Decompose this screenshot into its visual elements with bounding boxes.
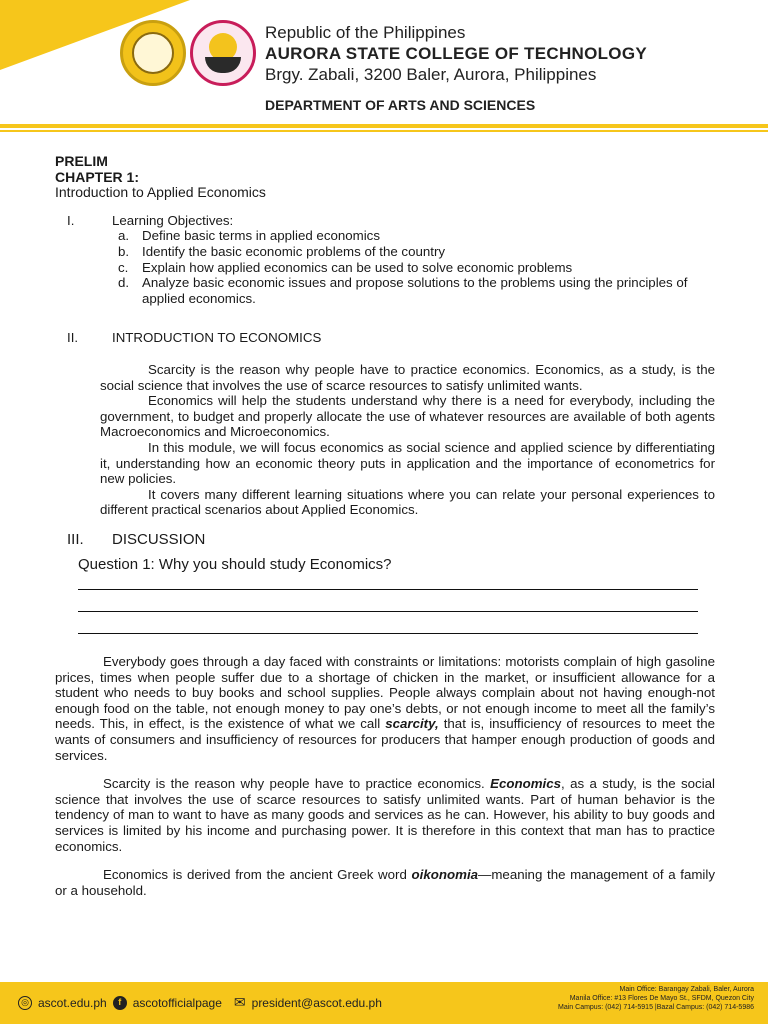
objective-text: Explain how applied economics can be used to solve economic problems	[142, 259, 573, 275]
letterhead	[265, 22, 647, 114]
footer-website[interactable]: ascot.edu.ph	[38, 995, 107, 1010]
body-text: , as a study, is the social science that involves the use of scarce resources to satisfy unlimited wants. Part of human behavior is the tendency of man to want to have as many goods and services as he can. However, his ability to buy goods and services is limited by his income and purchasing power. It is therefore in this context that man has to practice economics.	[55, 776, 716, 854]
objective-letter: b.	[118, 243, 130, 259]
intro-paragraph: In this module, we will focus economics as social science and applied science by differentiating it, understanding how an economic theory puts in application and the importance of econometrics for new policies.	[100, 439, 715, 487]
question-1: Question 1: Why you should study Economics?	[78, 556, 392, 574]
objective-item	[55, 228, 715, 244]
answer-line[interactable]	[78, 589, 698, 590]
objective-text: Identify the basic economic problems of the country	[142, 243, 446, 259]
footer-main-office: Main Office: Barangay Zabali, Baler, Aurora	[619, 986, 754, 993]
section-heading: INTRODUCTION TO ECONOMICS	[112, 330, 322, 346]
objective-item	[55, 275, 715, 306]
body-paragraph-scarcity	[55, 654, 715, 763]
prelim-label: PRELIM	[55, 153, 108, 169]
answer-line[interactable]	[78, 611, 698, 612]
objective-text: Define basic terms in applied economics	[142, 228, 380, 244]
term-economics: Economics	[490, 776, 562, 792]
body-text: —meaning the management of a family or a household.	[55, 867, 715, 898]
objective-item	[55, 244, 715, 260]
section-numeral: I.	[67, 212, 75, 228]
body-text: Everybody goes through a day faced with constraints or limitations: motorists complain of high gasoline prices, times when people suffer due to a shortage of chicken in the market, or insufficient allowance for a student who needs to buy books and school supplies. People always complain about not having enough-not enough food on the table, not enough money to pay one’s debts, or not enough income to meet all the family’s needs. This, in effect, is the existence of what we call	[55, 654, 715, 732]
objective-letter: a.	[118, 228, 130, 244]
footer-contacts	[18, 994, 382, 1011]
college-seal-logo	[120, 20, 186, 86]
department-name: DEPARTMENT OF ARTS AND SCIENCES	[265, 97, 536, 113]
section-numeral: II.	[67, 330, 79, 346]
body-text: Economics is derived from the ancient Greek word	[103, 867, 412, 883]
objective-letter: d.	[118, 275, 130, 291]
objective-letter: c.	[118, 259, 129, 275]
footer-bar	[0, 982, 768, 1024]
footer-facebook[interactable]: ascotofficialpage	[132, 995, 222, 1010]
footer-phones: Main Campus: (042) 714-5915 |Bazal Campus: (042) 714-5986	[558, 1004, 754, 1011]
globe-icon: ◎	[18, 996, 32, 1010]
footer-manila-office: Manila Office: #13 Flores De Mayo St., SFDM, Quezon City	[569, 995, 754, 1002]
body-text: Scarcity is the reason why people have to practice economics.	[103, 776, 491, 792]
section-learning-objectives	[55, 213, 715, 229]
section-numeral: III.	[67, 530, 84, 548]
intro-paragraph: Scarcity is the reason why people have to practice economics. Economics, as a study, is the social science that involves the use of scarce resources to satisfy unlimited wants.	[100, 361, 715, 393]
term-oikonomia: oikonomia	[411, 867, 479, 883]
section-discussion	[55, 532, 715, 548]
chapter-title: Introduction to Applied Economics	[55, 184, 266, 201]
footer-email[interactable]: president@ascot.edu.ph	[251, 995, 382, 1010]
mail-icon: ✉	[233, 994, 246, 1010]
footer-offices	[558, 985, 754, 1012]
college-address: Brgy. Zabali, 3200 Baler, Aurora, Philippines	[265, 65, 597, 84]
facebook-icon: f	[113, 996, 127, 1010]
department-seal-logo	[190, 20, 256, 86]
section-introduction	[55, 330, 715, 346]
objective-text: Analyze basic economic issues and propose solutions to the problems using the principles of applied economics.	[142, 275, 688, 306]
section-heading: Learning Objectives:	[112, 212, 234, 228]
intro-paragraph: Economics will help the students understand why there is a need for everybody, including the government, to budget and properly allocate the use of whatever resources are available of both agents Macroeconomics and Microeconomics.	[100, 393, 715, 440]
header-divider	[0, 124, 768, 128]
document-body	[55, 154, 715, 898]
chapter-label: CHAPTER 1:	[55, 168, 140, 185]
republic-line: Republic of the Philippines	[265, 23, 466, 42]
body-paragraph-oikonomia	[55, 867, 715, 898]
college-name: AURORA STATE COLLEGE OF TECHNOLOGY	[265, 44, 647, 63]
term-scarcity: scarcity,	[385, 716, 439, 732]
intro-paragraph: It covers many different learning situations where you can relate your personal experiences to different practical scenarios about Applied Economics.	[100, 486, 715, 518]
objective-item	[55, 260, 715, 276]
header-divider-thin	[0, 130, 768, 132]
body-paragraph-economics	[55, 776, 715, 854]
answer-line[interactable]	[78, 633, 698, 634]
section-heading: DISCUSSION	[112, 530, 206, 548]
body-text: that is, insufficiency of resources to meet the wants of consumers and insufficiency of resources for producers that hamper enough production of goods and services.	[55, 716, 715, 763]
